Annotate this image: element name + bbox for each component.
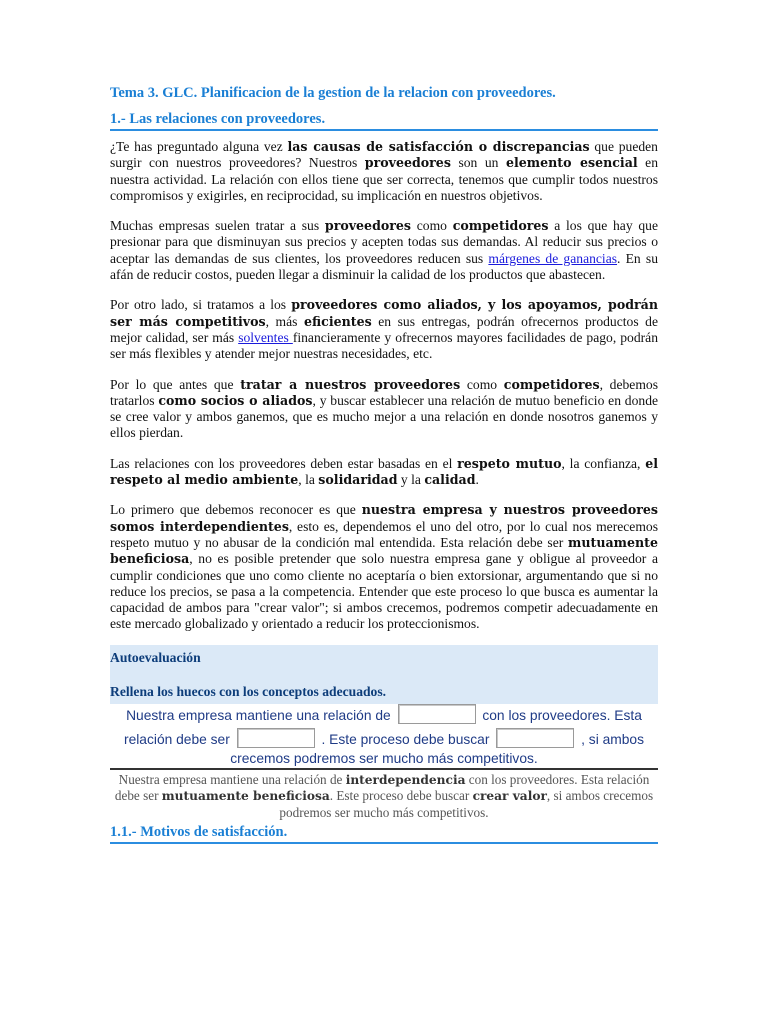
exercise-line-3: crecemos podremos ser mucho más competitivos. [230, 750, 538, 766]
exercise-text: , si ambos [577, 731, 645, 747]
text-run: , esto es, dependemos el uno del otro, por lo cual nos merecemos respeto mutuo y no abusar de la condición mal entendida. Esta relación debe ser [110, 518, 658, 550]
self-assessment-title: Autoevaluación [110, 649, 201, 665]
link-margenes-de-ganancias[interactable]: márgenes de ganancias [488, 250, 618, 266]
link-solventes[interactable]: solventes [238, 329, 293, 345]
text-run: Nuestra empresa mantiene una relación de [118, 771, 346, 787]
document-content [110, 84, 658, 852]
blank-input-3[interactable] [496, 728, 574, 748]
paragraph-2 [110, 218, 658, 283]
blank-input-1[interactable] [398, 704, 476, 724]
text-run: ¿Te has preguntado alguna vez [110, 139, 288, 154]
text-run: y la [397, 472, 425, 488]
bold-run: respeto mutuo [457, 455, 562, 471]
exercise-line-2 [110, 728, 658, 752]
self-assessment-instruction: Rellena los huecos con los conceptos adecuados. [110, 683, 387, 699]
text-run: . Este proceso debe buscar [329, 788, 473, 804]
exercise-text: Nuestra empresa mantiene una relación de [126, 707, 395, 723]
exercise-text: con los proveedores. Esta [478, 707, 642, 723]
text-run: Muchas empresas suelen tratar a sus [110, 218, 325, 234]
text-run: , y buscar establecer una relación de mutuo beneficio en donde se cree valor y ambos ganemos, que es mucho mejor a una relación en donde nosotros ganemos y ellos pierdan. [110, 392, 659, 441]
text-run: , debemos tratarlos [110, 376, 658, 408]
text-run: , si ambos crecemos podremos ser mucho más competitivos. [279, 788, 654, 820]
exercise-text: . Este proceso debe buscar [317, 731, 494, 747]
fill-in-blanks-exercise [110, 704, 658, 770]
paragraph-6 [110, 502, 658, 632]
bold-run: proveedores como aliados, y los apoyamos, podrán ser más competitivos [110, 297, 658, 329]
section-heading-relaciones: 1.- Las relaciones con proveedores. [110, 111, 658, 131]
text-run: , la confianza, [561, 455, 646, 471]
paragraph-5 [110, 456, 658, 489]
text-run: Por otro lado, si tratamos a los [110, 297, 292, 313]
bold-run: elemento esencial [505, 155, 638, 171]
paragraph-1 [110, 139, 658, 204]
bold-run: nuestra empresa y nuestros proveedores somos interdependientes [110, 502, 658, 534]
text-run: Por lo que antes que [110, 376, 241, 392]
bold-run: las causas de satisfacción o discrepancias [287, 139, 590, 154]
bold-run: calidad [424, 472, 476, 488]
paragraph-3 [110, 297, 658, 362]
section-heading-motivos: 1.1.- Motivos de satisfacción. [110, 824, 658, 844]
text-run: que pueden surgir con nuestros proveedores? Nuestros [110, 139, 658, 171]
self-assessment-header [110, 645, 658, 704]
bold-run: mutuamente beneficiosa [161, 789, 330, 804]
solution-text [110, 770, 658, 824]
bold-run: mutuamente beneficiosa [110, 534, 658, 567]
text-run: como [411, 218, 453, 234]
blank-input-2[interactable] [237, 728, 315, 748]
text-run: , la [298, 472, 319, 488]
self-assessment-box [110, 645, 658, 824]
bold-run: tratar a nuestros proveedores [240, 376, 461, 392]
text-run: . [475, 472, 479, 488]
bold-run: competidores [503, 376, 600, 392]
text-run: . En su afán de reducir costos, pueden llegar a disminuir la calidad de los productos que abastecen. [110, 250, 658, 283]
bold-run: solidaridad [318, 472, 398, 488]
text-run: con los proveedores. Esta relación debe ser [114, 771, 650, 804]
exercise-text: relación debe ser [123, 731, 234, 747]
exercise-line-1 [110, 704, 658, 728]
bold-run: proveedores [324, 218, 412, 234]
bold-run: el respeto al medio ambiente [110, 455, 659, 488]
text-run: , más [265, 313, 304, 329]
topic-title: Tema 3. GLC. Planificacion de la gestion de la relacion con proveedores. [110, 85, 556, 101]
bold-run: como socios o aliados [158, 392, 313, 408]
bold-run: crear valor [472, 789, 547, 804]
text-run: son un [450, 155, 506, 171]
paragraph-4 [110, 377, 658, 442]
text-run: financieramente y ofrecernos mayores facilidades de pago, podrán ser más flexibles y atender mejor nuestras necesidades, etc. [110, 329, 658, 362]
text-run: como [460, 376, 504, 392]
text-run: a los que hay que presionar para que disminuyan sus precios y acepten todas sus demandas. Al reducir sus precios o aceptar las demandas de sus clientes, los proveedores reducen sus [110, 218, 658, 266]
bold-run: competidores [452, 218, 549, 234]
bold-run: proveedores [364, 155, 451, 171]
bold-run: interdependencia [345, 772, 466, 787]
text-run: , no es posible pretender que solo nuestra empresa gane y obligue al proveedor a cumplir condiciones que uno como cliente no aceptaría o bien extorsionar, argumentando que si no reduce los precios, se pasa a la competencia. Entender que este proceso lo que busca es aumentar la capacidad de ambos para "crear valor"; si ambos crecemos, podremos competir adecuadamente en este mercado globalizado y orientado a reducir los proteccionismos. [110, 551, 658, 632]
text-run: Las relaciones con los proveedores deben estar basadas en el [110, 455, 458, 471]
text-run: en sus entregas, podrán ofrecernos productos de mejor calidad, ser más [110, 313, 658, 345]
bold-run: eficientes [304, 313, 372, 329]
text-run: en nuestra actividad. La relación con ellos tiene que ser correcta, tenemos que cumplir todos nuestros compromisos y exigirles, en reciprocidad, su implicación en nuestros objetivos. [110, 155, 659, 203]
text-run: Lo primero que debemos reconocer es que [110, 502, 362, 518]
